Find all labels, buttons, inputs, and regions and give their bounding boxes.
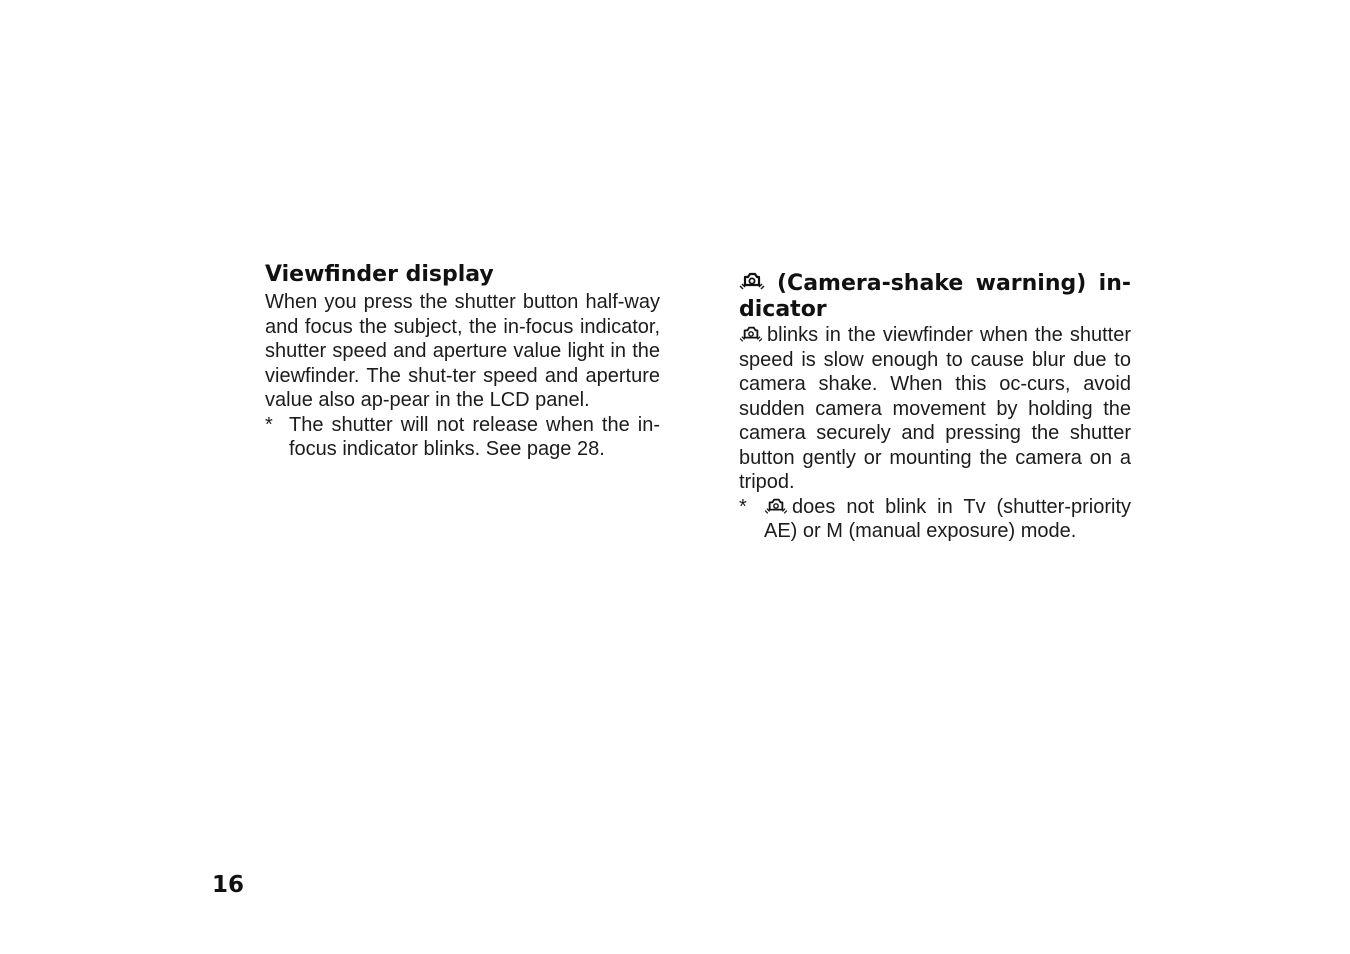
camera-shake-icon — [739, 270, 765, 292]
camera-shake-paragraph-text: blinks in the viewfinder when the shutter speed is slow enough to cause blur due to camera shake. When this oc-curs, avoid sudden camera movement by holding the camera securely and pressing the shutter button gently or mounting the camera on a tripod. — [739, 324, 1131, 493]
page-number: 16 — [212, 872, 245, 898]
left-column — [265, 262, 660, 462]
camera-shake-heading-text: (Camera-shake warning) in-dicator — [739, 271, 1131, 322]
right-column — [739, 270, 1131, 544]
note-asterisk: * — [265, 413, 273, 436]
camera-shake-icon — [764, 496, 788, 516]
camera-shake-icon — [739, 324, 763, 344]
viewfinder-display-note — [265, 413, 660, 462]
camera-shake-note — [739, 495, 1131, 544]
viewfinder-display-heading: Viewfinder display — [265, 262, 494, 287]
camera-shake-heading — [739, 270, 1131, 323]
viewfinder-display-note-text: The shutter will not release when the in-focus indicator blinks. See page 28. — [289, 413, 660, 460]
camera-shake-note-text: does not blink in Tv (shutter-priority AE) or M (manual exposure) mode. — [764, 495, 1131, 542]
camera-shake-paragraph — [739, 323, 1131, 495]
viewfinder-display-paragraph: When you press the shutter button half-way and focus the subject, the in-focus indicator, shutter speed and aperture value light in the viewfinder. The shut-ter speed and aperture value also ap-pear in the LCD panel. — [265, 291, 660, 411]
note-asterisk: * — [739, 495, 747, 518]
